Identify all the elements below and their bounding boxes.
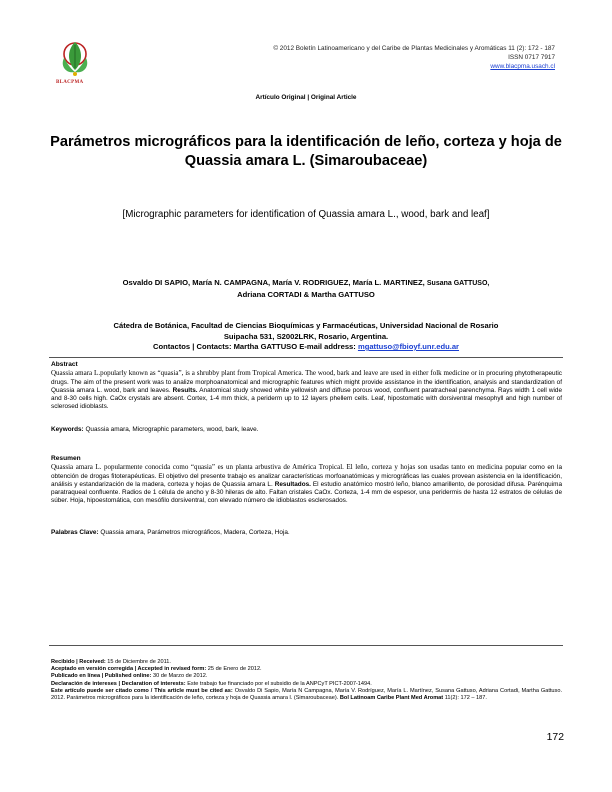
resumen-results-label: Resultados. [274, 480, 311, 488]
published-date: 30 de Marzo de 2012. [152, 673, 208, 680]
article-title [40, 133, 572, 171]
footer-divider [49, 645, 563, 646]
interests-line [51, 681, 562, 688]
affiliation-line-1: Cátedra de Botánica, Facultad de Ciencias Bioquímicas y Farmacéuticas, Universidad Nacional de Rosario [113, 321, 499, 330]
authors-line-2: Adriana CORTADI & Martha GATTUSO [237, 289, 375, 299]
keywords-text: Quassia amara, Micrographic parameters, wood, bark, leave. [85, 426, 259, 433]
resumen-text [51, 463, 562, 505]
abstract-serif-text: Quassia amara L.popularly known as “quasia”, is a shrubby plant from Tropical America. The wood, bark and leave are used in either folk medicine or in [51, 369, 485, 378]
contact-label: Contactos | Contacts: Martha GATTUSO E-mail address: [152, 342, 356, 351]
journal-logo [50, 36, 100, 88]
abstract-results: Anatomical study showed white yellowish and diffuse porous wood, confluent paratracheal parenchyma. Rays width 1 cell wide and 8-30 cells high. CaOx crystals are absent. Cortex, 1-4 mm thick, a periderm up to 12 layers phellem cells. Leaf, hipostomatic with dorsiventral mesophyll and high number of sclerosed idioblasts. [51, 386, 562, 411]
abstract-text [51, 369, 562, 411]
palabras-label: Palabras Clave: [51, 529, 99, 536]
resumen-section [51, 455, 562, 506]
abstract-body: procuring phytotherapeutic drugs. The aim of the present work was to analize morphoanatomical and micrographic features which might provide assistance in the identification, analysis and standardization of Quassia amara L. wood, bark and leaves. [51, 370, 563, 394]
resumen-results: El estudio anatómico mostró leño, blanco amarillento, de porosidad difusa. Parénquima paratraqueal confluente. Radios de 1 célula de ancho y 8-30 hileras de alto. Faltan cristales CaOx. Corteza, 1-4 mm de espesor, una peridermis de hasta 12 estratos de células de súber. Hoja, hipoestomática, con mesófilo dorsiventral, con elevado número de idioblastos esclerosados. [51, 480, 563, 505]
page-number: 172 [546, 732, 564, 743]
received-date: 15 de Diciembre de 2011. [107, 659, 171, 665]
issn-line: ISSN 0717 7917 [508, 54, 555, 61]
palabras-clave [51, 529, 562, 537]
abstract-section [51, 361, 562, 412]
abstract-heading: Abstract [51, 361, 78, 368]
english-title: [Micrographic parameters for identification of Quassia amara L., wood, bark and leaf] [122, 209, 490, 220]
authors-line-1b: Susana GATTUSO, [426, 280, 490, 287]
accepted-label: Aceptado en versión corregida | Accepted in revised form: [51, 666, 207, 673]
accepted-line [51, 666, 562, 673]
publication-info [51, 659, 562, 702]
resumen-serif-text: Quassia amara L. popularmente conocida como “quasia” es un planta arbustiva de América Tropical. El leño, corteza y hojas son usadas tanto en medicina [51, 463, 503, 472]
title-line-2: Quassia amara L. (Simaroubaceae) [184, 153, 428, 169]
cite-text: Osvaldo Di Sapio, María N Campagna, María V. Rodríguez, María L. Martínez, Susana Gattuso, Adriana Cortadi, Martha Gattuso. 2012. Parámetros micrográficos para la identificación de leño, corteza y hoja de Quassia amara l. (Simaroubaceae). [51, 687, 563, 702]
cite-volume: 11(2): 172 – 187. [444, 695, 487, 702]
accepted-date: 25 de Enero de 2012. [207, 666, 262, 673]
authors-line-1: Osvaldo DI SAPIO, María N. CAMPAGNA, María V. RODRIGUEZ, María L. MARTINEZ, [122, 278, 425, 287]
copyright-line: © 2012 Boletín Latinoamericano y del Caribe de Plantas Medicinales y Aromáticas 11 (2): 172 - 187 [273, 45, 555, 52]
header-info [195, 44, 555, 71]
abstract-results-label: Results. [172, 386, 198, 394]
affiliation [60, 321, 552, 353]
authors [40, 278, 572, 300]
citation [51, 688, 562, 702]
cite-journal: Bol Latinoam Caribe Plant Med Aromat [339, 695, 444, 702]
journal-url-link[interactable]: www.blacpma.usach.cl [490, 63, 555, 70]
affiliation-line-2: Suipacha 531, S2002LRK, Rosario, Argentina. [223, 331, 389, 341]
received-label: Recibido | Received: [51, 659, 106, 665]
email-link[interactable]: mgattuso@fbioyf.unr.edu.ar [357, 342, 460, 351]
published-line [51, 673, 562, 680]
logo-text: BLACPMA [56, 80, 84, 85]
resumen-body: popular como en la obtención de drogas fitoterapéuticas. El objetivo del presente trabajo es analizar características morfoanatómicas y micrográficas las cuales provean asistencia en la identificación, análisis y estandarización de la madera, corteza y hojas de Quassia amara L. [51, 464, 562, 488]
cite-label: Este artículo puede ser citado como / This article must be cited as: [51, 687, 233, 694]
published-label: Publicado en línea | Published online: [51, 673, 152, 680]
keywords-label: Keywords: [51, 426, 84, 433]
palabras-text: Quassia amara, Parámetros micrográficos, Madera, Corteza, Hoja. [100, 529, 290, 536]
interests-label: Declaración de intereses | Declaration of interests: [51, 680, 186, 687]
divider [49, 357, 563, 358]
keywords [51, 426, 562, 434]
title-line-1: Parámetros micrográficos para la identificación de leño, corteza y hoja de [50, 134, 562, 150]
resumen-heading: Resumen [51, 455, 81, 462]
received-line [51, 659, 562, 666]
interests-text: Este trabajo fue financiado por el subsidio de la ANPCyT PICT-2007-1494. [187, 680, 372, 687]
article-type: Artículo Original | Original Article [255, 94, 357, 101]
